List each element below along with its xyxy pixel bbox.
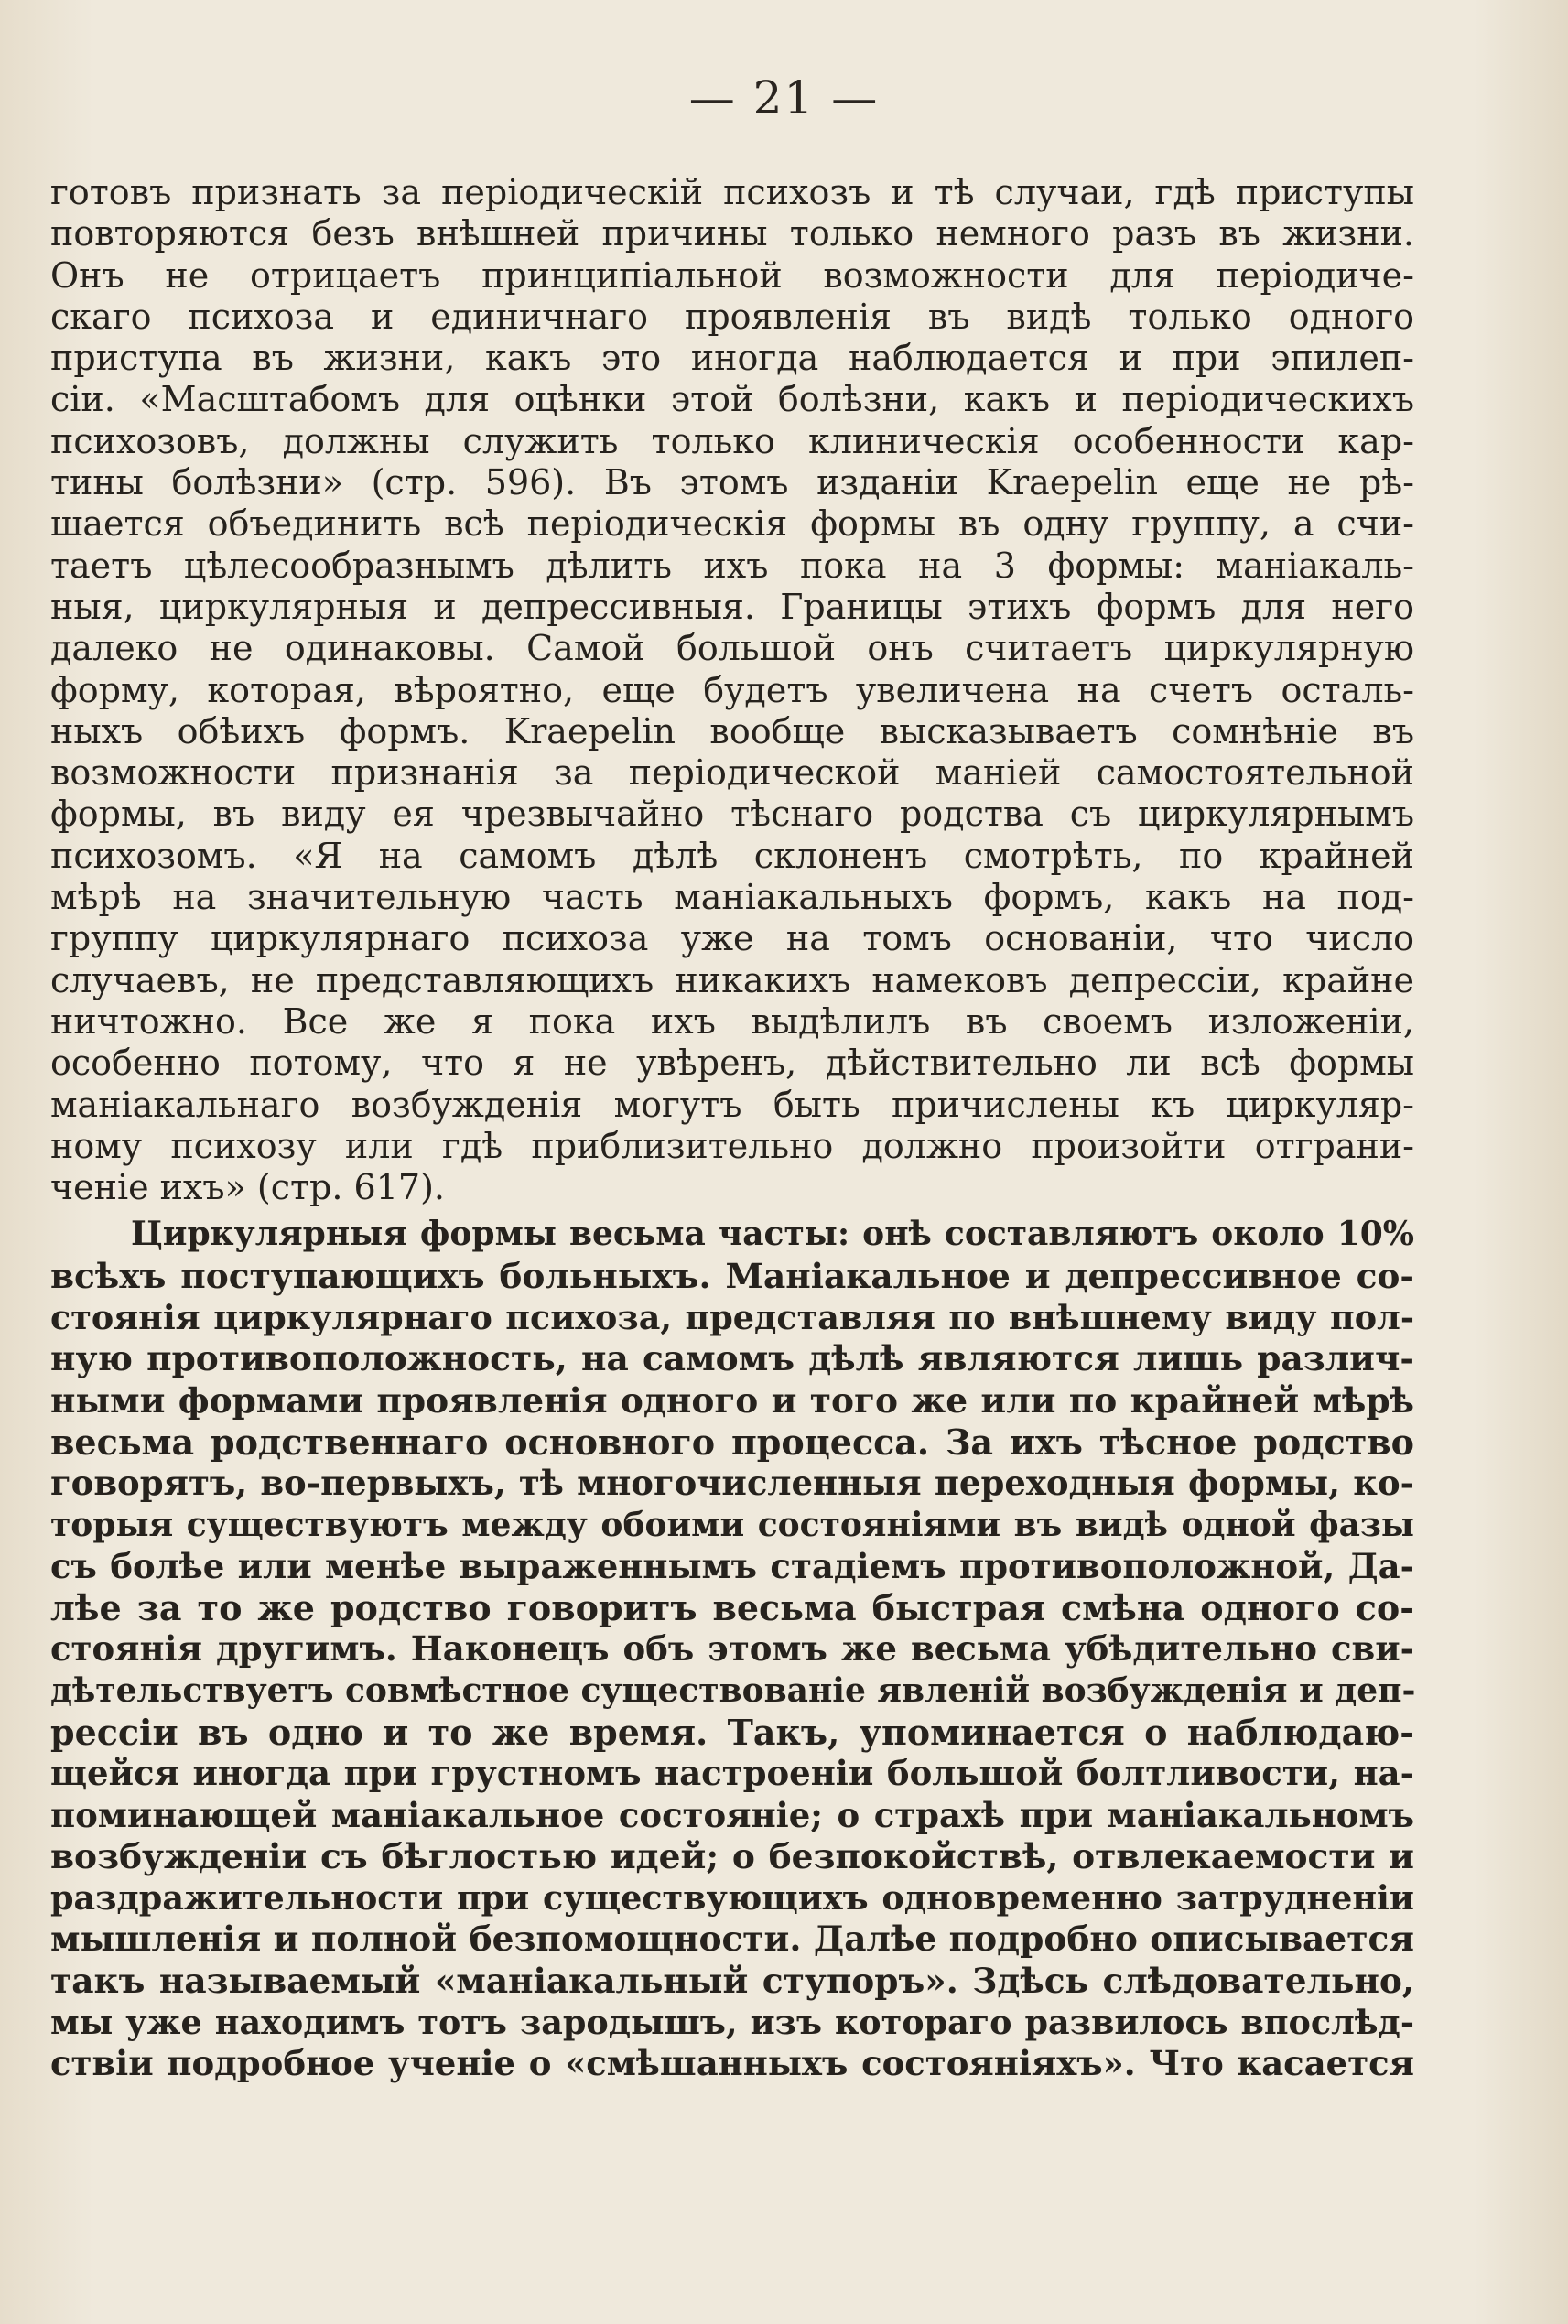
text-line: Онъ не отрицаетъ принципіальной возможности для періодиче- xyxy=(50,254,1414,296)
text-line: далеко не одинаковы. Самой большой онъ считаетъ циркулярную xyxy=(50,628,1414,669)
text-line: торыя существуютъ между обоими состояніями въ видѣ одной фазы xyxy=(50,1505,1414,1544)
text-line: такъ называемый «маніакальный ступоръ». Здѣсь слѣдовательно, xyxy=(50,1960,1414,2001)
text-line: раздражительности при существующихъ одновременно затрудненіи xyxy=(50,1878,1414,1919)
body-text xyxy=(50,172,1414,2085)
text-line: готовъ признать за періодическій психозъ и тѣ случаи, гдѣ приступы xyxy=(50,172,1414,212)
text-line: поминающей маніакальное состояніе; о страхѣ при маніакальномъ xyxy=(50,1794,1414,1835)
text-line: ствіи подробное ученіе о «смѣшанныхъ состояніяхъ». Что касается xyxy=(50,2043,1414,2084)
text-line: щейся иногда при грустномъ настроеніи большой болтливости, на- xyxy=(50,1753,1414,1794)
text-line: шается объединить всѣ періодическія формы въ одну группу, а счи- xyxy=(50,503,1414,545)
text-line: стоянія другимъ. Наконецъ объ этомъ же весьма убѣдительно сви- xyxy=(50,1628,1414,1670)
text-line: ничтожно. Все же я пока ихъ выдѣлилъ въ своемъ изложеніи, xyxy=(50,1000,1414,1042)
text-line: стоянія циркулярнаго психоза, представляя по внѣшнему виду пол- xyxy=(50,1298,1414,1338)
text-line: тины болѣзни» (стр. 596). Въ этомъ изданіи Kraepelin еще не рѣ- xyxy=(50,462,1414,503)
text-line: мы уже находимъ тотъ зародышъ, изъ котораго развилось впослѣд- xyxy=(50,2003,1414,2043)
text-line: говорятъ, во-первыхъ, тѣ многочисленныя переходныя формы, ко- xyxy=(50,1463,1414,1504)
text-line: возможности признанія за періодической маніей самостоятельной xyxy=(50,752,1414,794)
text-line: ченіе ихъ» (стр. 617). xyxy=(50,1167,445,1208)
text-line: формы, въ виду ея чрезвычайно тѣснаго родства съ циркулярнымъ xyxy=(50,794,1414,835)
text-line: форму, которая, вѣроятно, еще будетъ увеличена на счетъ осталь- xyxy=(50,669,1414,710)
text-line: съ болѣе или менѣе выраженнымъ стадіемъ противоположной, Да- xyxy=(50,1545,1414,1586)
text-line: дѣтельствуетъ совмѣстное существованіе явленій возбужденія и деп- xyxy=(50,1670,1416,1710)
paragraph-1 xyxy=(50,172,1414,1208)
text-line: ныя, циркулярныя и депрессивныя. Границы этихъ формъ для него xyxy=(50,586,1414,627)
text-line: ныхъ обѣихъ формъ. Kraepelin вообще высказываетъ сомнѣніе въ xyxy=(50,710,1414,751)
text-line: рессіи въ одно и то же время. Такъ, упоминается о наблюдаю- xyxy=(50,1711,1414,1753)
text-line: случаевъ, не представляющихъ никакихъ намековъ депрессіи, крайне xyxy=(50,959,1414,1000)
text-line: маніакальнаго возбужденія могутъ быть причислены къ циркуляр- xyxy=(50,1084,1414,1125)
text-line: приступа въ жизни, какъ это иногда наблюдается и при эпилеп- xyxy=(50,338,1414,379)
text-line: мышленія и полной безпомощности. Далѣе подробно описывается xyxy=(50,1919,1414,1960)
text-line: Циркулярныя формы весьма часты: онѣ составляютъ около 10% xyxy=(131,1215,1414,1254)
text-line: повторяются безъ внѣшней причины только немного разъ въ жизни. xyxy=(50,213,1414,254)
text-line: ную противоположность, на самомъ дѣлѣ являются лишь различ- xyxy=(50,1338,1414,1379)
text-line: группу циркулярнаго психоза уже на томъ основаніи, что число xyxy=(50,918,1414,959)
text-line: особенно потому, что я не увѣренъ, дѣйствительно ли всѣ формы xyxy=(50,1043,1414,1084)
text-line: таетъ цѣлесообразнымъ дѣлить ихъ пока на 3 формы: маніакаль- xyxy=(50,545,1414,586)
page-number: — 21 — xyxy=(688,71,880,124)
text-line: ными формами проявленія одного и того же или по крайней мѣрѣ xyxy=(50,1379,1414,1421)
text-line: мѣрѣ на значительную часть маніакальныхъ формъ, какъ на под- xyxy=(50,877,1414,918)
text-line: весьма родственнаго основного процесса. За ихъ тѣсное родство xyxy=(50,1421,1414,1463)
text-line: психозомъ. «Я на самомъ дѣлѣ склоненъ смотрѣть, по крайней xyxy=(50,835,1414,876)
text-line: психозовъ, должны служить только клиническія особенности кар- xyxy=(50,420,1414,461)
text-line: скаго психоза и единичнаго проявленія въ видѣ только одного xyxy=(50,296,1414,337)
text-line: всѣхъ поступающихъ больныхъ. Маніакальное и депрессивное со- xyxy=(50,1255,1414,1296)
text-line: лѣе за то же родство говоритъ весьма быстрая смѣна одного со- xyxy=(50,1587,1414,1629)
paragraph-2 xyxy=(50,1214,1414,2084)
text-line: возбужденіи съ бѣглостью идей; о безпокойствѣ, отвлекаемости и xyxy=(50,1835,1414,1876)
text-line: сіи. «Масштабомъ для оцѣнки этой болѣзни, какъ и періодическихъ xyxy=(50,379,1414,420)
text-line: ному психозу или гдѣ приблизительно должно произойти отграни- xyxy=(50,1125,1414,1166)
